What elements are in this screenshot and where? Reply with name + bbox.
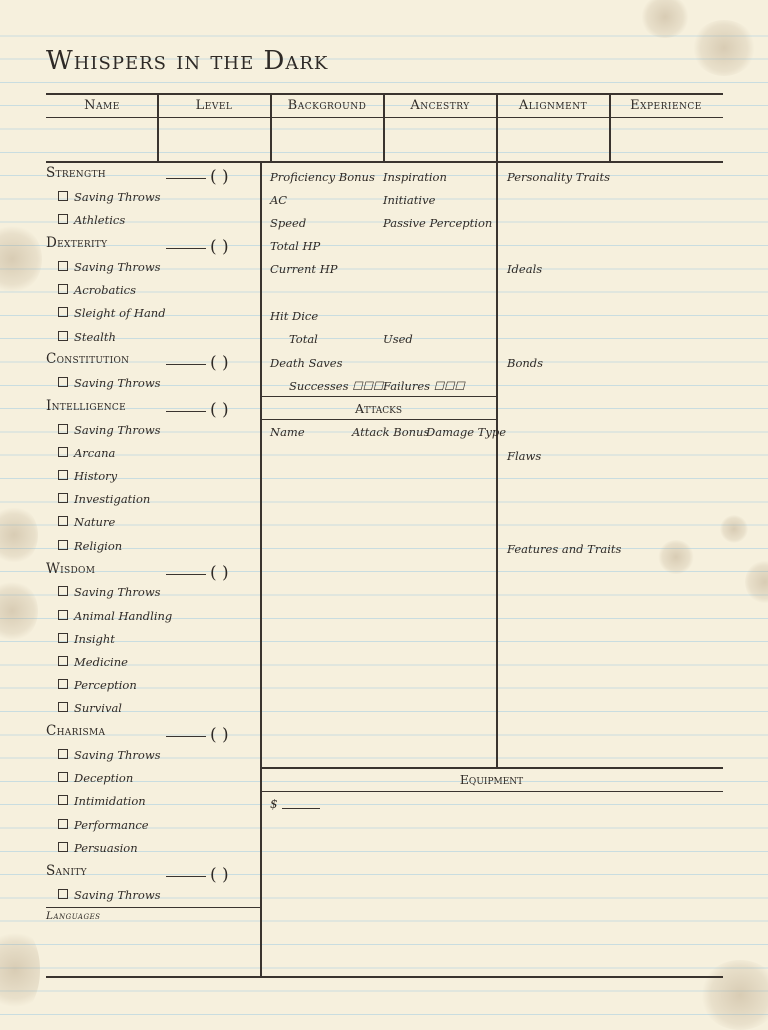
skill-row[interactable]: Investigation: [58, 492, 150, 506]
attacks-top-rule: [260, 396, 497, 397]
proficiency-checkbox[interactable]: [58, 191, 68, 201]
score-intelligence[interactable]: ( ): [166, 400, 250, 420]
ideals-label[interactable]: Ideals: [507, 262, 543, 276]
proficiency-checkbox[interactable]: [58, 586, 68, 596]
skill-row[interactable]: Religion: [58, 539, 122, 553]
skill-row[interactable]: Animal Handling: [58, 609, 172, 623]
skill-row[interactable]: Saving Throws: [58, 260, 161, 274]
skill-row[interactable]: Arcana: [58, 446, 115, 460]
initiative-label[interactable]: Initiative: [383, 193, 436, 207]
header-background: Background: [287, 98, 367, 113]
skill-row[interactable]: Athletics: [58, 213, 125, 227]
proficiency-checkbox[interactable]: [58, 214, 68, 224]
score-sanity[interactable]: ( ): [166, 865, 250, 885]
death-save-failures[interactable]: Failures ☐☐☐: [383, 379, 465, 393]
skill-row[interactable]: Nature: [58, 515, 115, 529]
proficiency-checkbox[interactable]: [58, 749, 68, 759]
proficiency-checkbox[interactable]: [58, 261, 68, 271]
proficiency-checkbox[interactable]: [58, 679, 68, 689]
skill-row[interactable]: History: [58, 469, 117, 483]
attack-bonus-header: Attack Bonus: [352, 425, 430, 439]
proficiency-checkbox[interactable]: [58, 656, 68, 666]
hit-dice-total-label[interactable]: Total: [289, 332, 318, 346]
header-mid-rule: [46, 117, 723, 118]
proficiency-checkbox[interactable]: [58, 447, 68, 457]
proficiency-checkbox[interactable]: [58, 795, 68, 805]
proficiency-bonus-label[interactable]: Proficiency Bonus: [270, 170, 375, 184]
damage-type-header: Damage Type: [426, 425, 506, 439]
hit-dice-used-label[interactable]: Used: [383, 332, 413, 346]
skill-row[interactable]: Saving Throws: [58, 585, 161, 599]
proficiency-checkbox[interactable]: [58, 772, 68, 782]
proficiency-checkbox[interactable]: [58, 377, 68, 387]
equipment-header-rule: [260, 791, 723, 792]
ability-dexterity: Dexterity: [46, 235, 108, 251]
skill-row[interactable]: Insight: [58, 632, 115, 646]
header-top-rule: [46, 93, 723, 95]
death-save-successes[interactable]: Successes ☐☐☐: [289, 379, 384, 393]
sheet-title: Whispers in the Dark: [46, 46, 329, 76]
score-constitution[interactable]: ( ): [166, 353, 250, 373]
death-saves-label: Death Saves: [270, 356, 343, 370]
proficiency-checkbox[interactable]: [58, 516, 68, 526]
score-strength[interactable]: ( ): [166, 167, 250, 187]
proficiency-checkbox[interactable]: [58, 540, 68, 550]
skill-row[interactable]: Sleight of Hand: [58, 306, 166, 320]
score-charisma[interactable]: ( ): [166, 725, 250, 745]
skill-row[interactable]: Deception: [58, 771, 133, 785]
ac-label[interactable]: AC: [270, 193, 288, 207]
personality-traits-label[interactable]: Personality Traits: [507, 170, 610, 184]
skill-row[interactable]: Saving Throws: [58, 190, 161, 204]
header-level: Level: [195, 98, 233, 113]
ability-charisma: Charisma: [46, 723, 106, 739]
proficiency-checkbox[interactable]: [58, 819, 68, 829]
attack-name-header: Name: [270, 425, 305, 439]
skill-row[interactable]: Saving Throws: [58, 888, 161, 902]
attacks-header-rule: [260, 419, 497, 420]
header-alignment: Alignment: [518, 98, 588, 113]
attacks-title: Attacks: [355, 401, 402, 416]
proficiency-checkbox[interactable]: [58, 284, 68, 294]
proficiency-checkbox[interactable]: [58, 331, 68, 341]
flaws-label[interactable]: Flaws: [507, 449, 542, 463]
proficiency-checkbox[interactable]: [58, 424, 68, 434]
currency-field[interactable]: $: [270, 797, 320, 811]
total-hp-label[interactable]: Total HP: [270, 239, 321, 253]
skill-row[interactable]: Performance: [58, 818, 149, 832]
ability-strength: Strength: [46, 165, 106, 181]
ability-wisdom: Wisdom: [46, 561, 96, 577]
proficiency-checkbox[interactable]: [58, 610, 68, 620]
proficiency-checkbox[interactable]: [58, 889, 68, 899]
inspiration-label[interactable]: Inspiration: [383, 170, 447, 184]
ability-sanity: Sanity: [46, 863, 87, 879]
skill-row[interactable]: Medicine: [58, 655, 128, 669]
languages-rule: [46, 907, 260, 908]
skill-row[interactable]: Acrobatics: [58, 283, 136, 297]
bonds-label[interactable]: Bonds: [507, 356, 544, 370]
skill-row[interactable]: Survival: [58, 701, 122, 715]
skill-row[interactable]: Saving Throws: [58, 423, 161, 437]
score-dexterity[interactable]: ( ): [166, 237, 250, 257]
proficiency-checkbox[interactable]: [58, 702, 68, 712]
skill-row[interactable]: Perception: [58, 678, 137, 692]
header-ancestry: Ancestry: [410, 98, 470, 113]
speed-label[interactable]: Speed: [270, 216, 307, 230]
skill-row[interactable]: Intimidation: [58, 794, 146, 808]
skill-row[interactable]: Persuasion: [58, 841, 138, 855]
proficiency-checkbox[interactable]: [58, 307, 68, 317]
skill-row[interactable]: Saving Throws: [58, 376, 161, 390]
ability-intelligence: Intelligence: [46, 398, 126, 414]
column-divider-left: [260, 162, 262, 977]
score-wisdom[interactable]: ( ): [166, 563, 250, 583]
equipment-title: Equipment: [459, 772, 524, 787]
header-experience: Experience: [630, 98, 702, 113]
header-bottom-rule: [46, 161, 723, 163]
proficiency-checkbox[interactable]: [58, 493, 68, 503]
passive-perception-label[interactable]: Passive Perception: [383, 216, 493, 230]
hit-dice-label: Hit Dice: [270, 309, 319, 323]
sheet-bottom-rule: [46, 976, 723, 978]
proficiency-checkbox[interactable]: [58, 470, 68, 480]
features-traits-label[interactable]: Features and Traits: [507, 542, 622, 556]
skill-row[interactable]: Stealth: [58, 330, 116, 344]
current-hp-label[interactable]: Current HP: [270, 262, 338, 276]
languages-label[interactable]: Languages: [46, 910, 101, 922]
equipment-top-rule: [260, 767, 723, 769]
proficiency-checkbox[interactable]: [58, 633, 68, 643]
skill-row[interactable]: Saving Throws: [58, 748, 161, 762]
ability-constitution: Constitution: [46, 351, 130, 367]
column-divider-right: [496, 162, 498, 768]
header-name: Name: [84, 98, 120, 113]
proficiency-checkbox[interactable]: [58, 842, 68, 852]
